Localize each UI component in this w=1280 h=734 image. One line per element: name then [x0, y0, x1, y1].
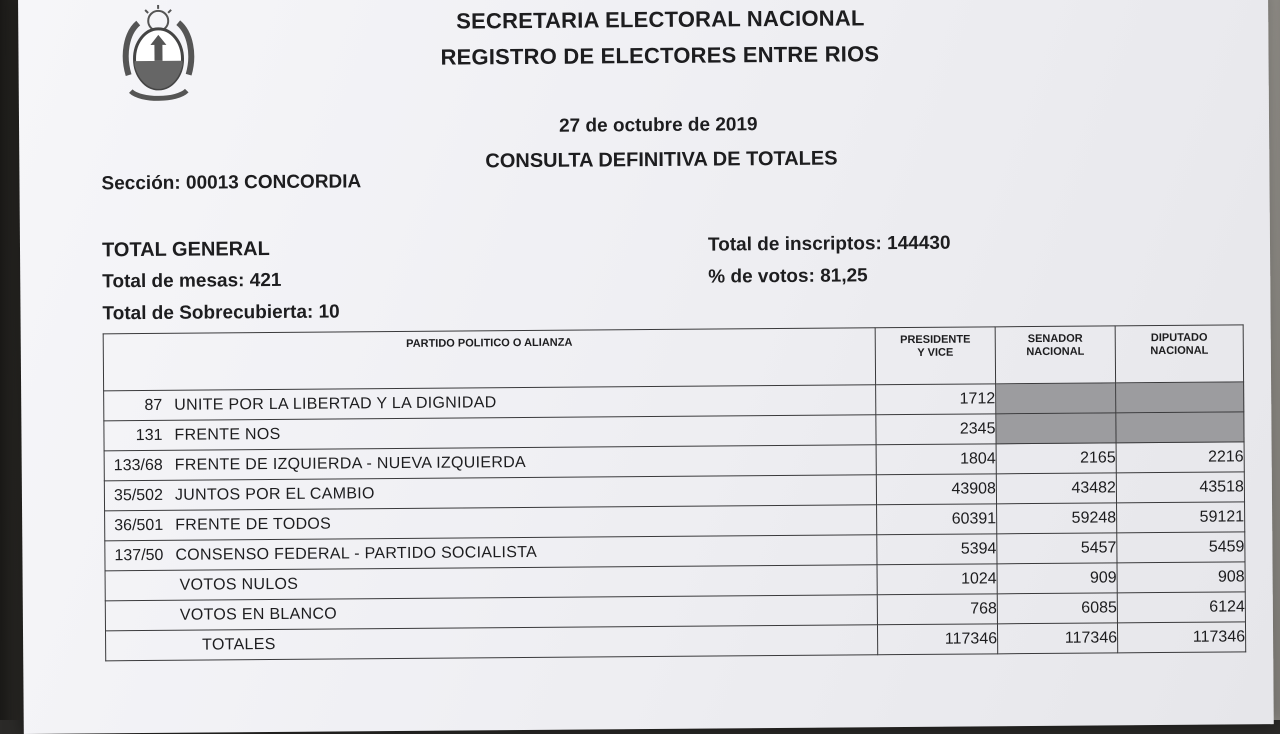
report-subtitle: CONSULTA DEFINITIVA DE TOTALES: [485, 147, 838, 173]
col-presidente-line2: Y VICE: [917, 346, 954, 359]
totales-label: TOTALES: [202, 635, 276, 654]
col-party-header: PARTIDO POLITICO O ALIANZA: [103, 328, 875, 391]
votos-nulos-label: VOTOS NULOS: [179, 575, 299, 594]
argentina-coat-of-arms-icon: [120, 5, 197, 102]
nulos-senador: 909: [997, 563, 1117, 594]
header-line-2: REGISTRO DE ELECTORES ENTRE RIOS: [440, 41, 880, 70]
party-code: 35/502: [113, 486, 164, 504]
party-name: FRENTE DE TODOS: [175, 515, 332, 534]
votes-presidente: 60391: [877, 504, 997, 535]
votes-senador-shaded: [996, 383, 1116, 414]
nulos-diputado: 908: [1117, 562, 1245, 593]
col-senador-header: [995, 326, 1115, 384]
total-mesas: Total de mesas: 421: [102, 269, 282, 293]
votes-senador: 59248: [997, 503, 1117, 534]
seccion-label: Sección: 00013 CONCORDIA: [101, 171, 362, 195]
votes-diputado: 43518: [1116, 472, 1244, 503]
party-name: FRENTE DE IZQUIERDA - NUEVA IZQUIERDA: [174, 453, 527, 474]
blanco-diputado: 6124: [1117, 592, 1245, 623]
party-name: FRENTE NOS: [174, 425, 281, 444]
party-code: 36/501: [114, 516, 164, 534]
party-name: JUNTOS POR EL CAMBIO: [174, 484, 375, 504]
totales-diputado: 117346: [1117, 622, 1245, 653]
total-inscriptos: Total de inscriptos: 144430: [707, 232, 951, 256]
col-senador-line1: SENADOR: [1027, 332, 1083, 346]
nulos-presidente: 1024: [877, 564, 997, 595]
votes-presidente: 1804: [876, 444, 996, 475]
votes-diputado-shaded: [1116, 412, 1244, 443]
col-presidente-header: [875, 327, 995, 385]
votes-presidente: 43908: [876, 474, 996, 505]
totales-senador: 117346: [997, 623, 1117, 654]
col-diputado-header: [1115, 325, 1243, 383]
votes-senador: 5457: [997, 533, 1117, 564]
party-name: UNITE POR LA LIBERTAD Y LA DIGNIDAD: [174, 393, 497, 414]
blanco-senador: 6085: [997, 593, 1117, 624]
results-table: [103, 324, 1247, 661]
blanco-presidente: 768: [877, 594, 997, 625]
table-header-row: [103, 325, 1243, 391]
totales-label-cell: [106, 625, 878, 661]
total-sobrecubierta: Total de Sobrecubierta: 10: [102, 301, 340, 325]
votes-diputado: 59121: [1117, 502, 1245, 533]
party-code: 87: [144, 396, 163, 414]
document-page: [18, 0, 1274, 734]
votes-senador: 43482: [996, 473, 1116, 504]
votes-senador: 2165: [996, 443, 1116, 474]
votes-diputado-shaded: [1116, 382, 1244, 413]
votes-presidente: 1712: [876, 384, 996, 415]
party-name: CONSENSO FEDERAL - PARTIDO SOCIALISTA: [175, 543, 538, 564]
col-diputado-line1: DIPUTADO: [1150, 331, 1208, 345]
votes-presidente: 2345: [876, 414, 996, 445]
report-date: 27 de octubre de 2019: [558, 114, 758, 137]
col-senador-line2: NACIONAL: [1026, 345, 1085, 359]
party-code: 131: [135, 426, 163, 444]
votes-presidente: 5394: [877, 534, 997, 565]
votes-diputado: 2216: [1116, 442, 1244, 473]
col-diputado-line2: NACIONAL: [1150, 344, 1209, 358]
party-code: 137/50: [114, 546, 164, 564]
col-presidente-line1: PRESIDENTE: [900, 333, 971, 347]
votes-senador-shaded: [996, 413, 1116, 444]
party-code: 133/68: [113, 456, 163, 474]
totales-presidente: 117346: [877, 624, 997, 655]
header-line-1: SECRETARIA ELECTORAL NACIONAL: [456, 5, 865, 34]
porcentaje-votos: % de votos: 81,25: [708, 265, 868, 288]
votos-blanco-label: VOTOS EN BLANCO: [179, 605, 338, 624]
votes-diputado: 5459: [1117, 532, 1245, 563]
total-general-label: TOTAL GENERAL: [101, 238, 270, 262]
